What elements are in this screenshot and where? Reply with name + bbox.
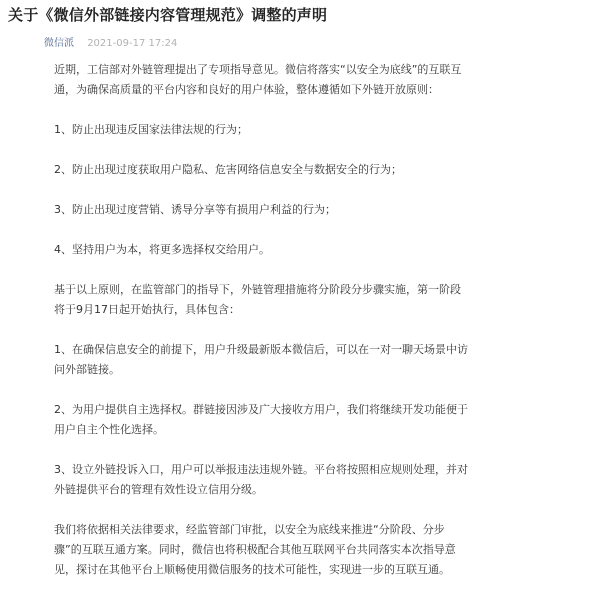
paragraph-measure-1: 1、在确保信息安全的前提下，用户升级最新版本微信后，可以在一对一聊天场景中访问外部链接。	[54, 343, 468, 376]
publish-time: 2021-09-17 17:24	[87, 38, 178, 49]
article-body	[54, 60, 470, 600]
article-meta	[44, 34, 177, 49]
article-title: 关于《微信外部链接内容管理规范》调整的声明	[8, 6, 328, 24]
paragraph-measure-2: 2、为用户提供自主选择权。群链接因涉及广大接收方用户，我们将继续开发功能便于用户自主个性化选择。	[54, 403, 468, 436]
paragraph-intro: 近期，工信部对外链管理提出了专项指导意见。微信将落实“以安全为底线”的互联互通，为确保高质量的平台内容和良好的用户体验，整体遵循如下外链开放原则：	[54, 63, 462, 96]
paragraph-conclusion: 我们将依据相关法律要求，经监管部门审批，以安全为底线来推进“分阶段、分步骤”的互联互通方案。同时，微信也将积极配合其他互联网平台共同落实本次指导意见，探讨在其他平台上顺畅使用微信服务的技术可能性，实现进一步的互联互通。	[54, 523, 456, 576]
account-name-link[interactable]: 微信派	[44, 38, 74, 49]
paragraph-principle-2: 2、防止出现过度获取用户隐私、危害网络信息安全与数据安全的行为；	[54, 163, 402, 176]
paragraph-measure-3: 3、设立外链投诉入口，用户可以举报违法违规外链。平台将按照相应规则处理，并对外链提供平台的管理有效性设立信用分级。	[54, 463, 468, 496]
paragraph-phase-intro: 基于以上原则，在监管部门的指导下，外链管理措施将分阶段分步骤实施，第一阶段将于9月17日起开始执行，具体包含：	[54, 283, 461, 316]
paragraph-principle-4: 4、坚持用户为本，将更多选择权交给用户。	[54, 243, 270, 256]
paragraph-principle-1: 1、防止出现违反国家法律法规的行为；	[54, 123, 248, 136]
paragraph-principle-3: 3、防止出现过度营销、诱导分享等有损用户利益的行为；	[54, 203, 336, 216]
